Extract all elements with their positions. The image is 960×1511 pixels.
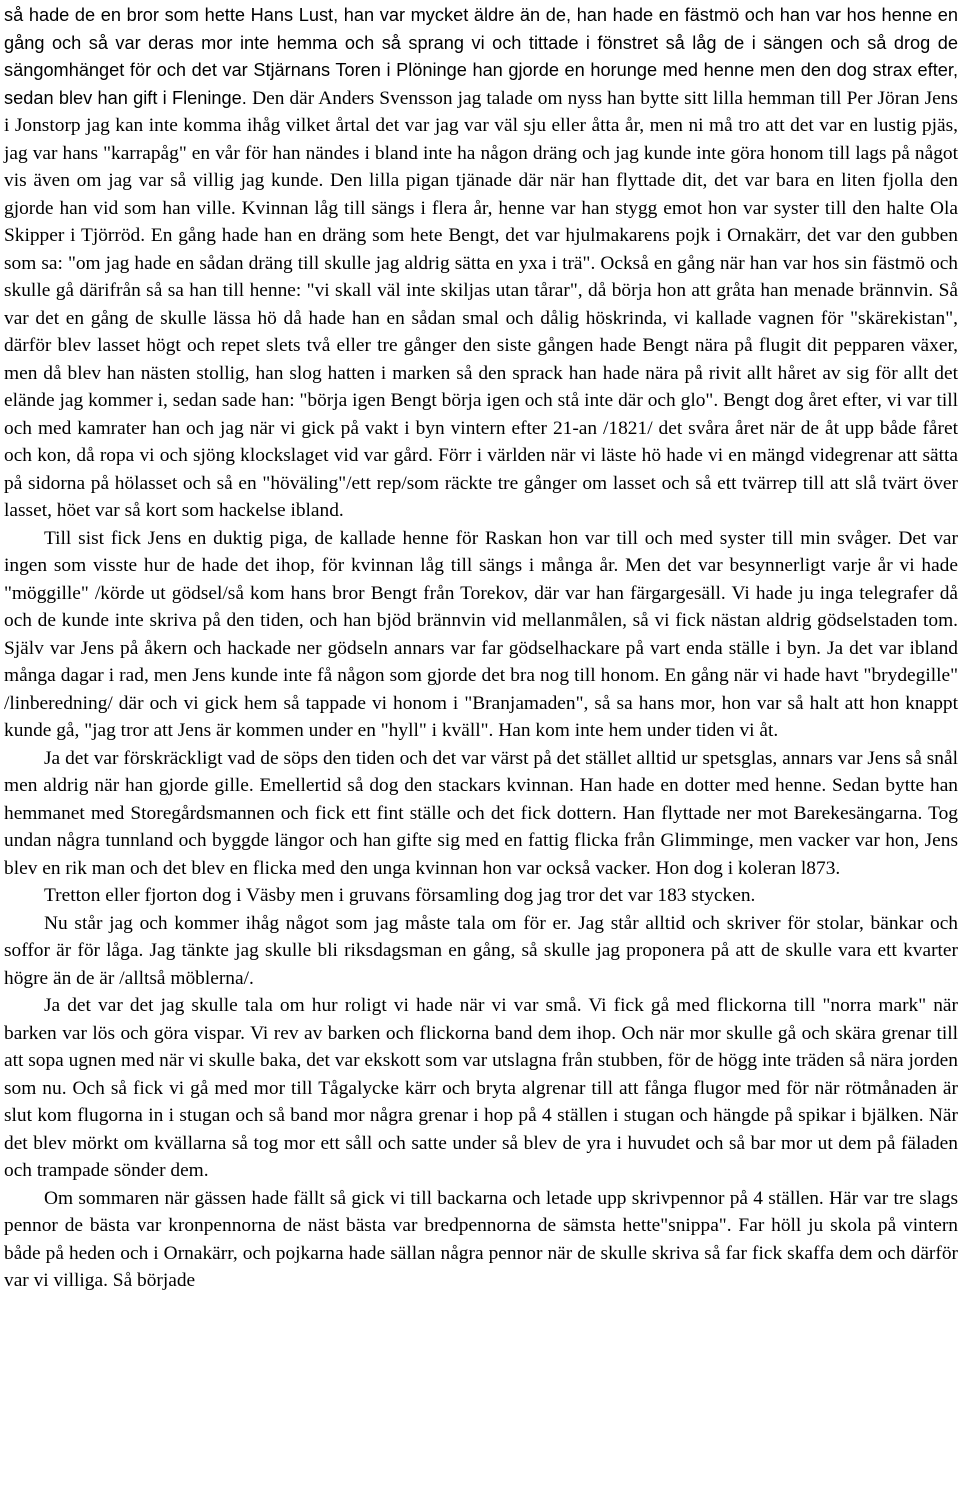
paragraph-1	[4, 2, 958, 525]
paragraph-5-run-1: Nu står jag och kommer ihåg något som jag måste tala om för er. Jag står alltid och skriver för stolar, bänkar och soffor är för låga. Jag tänkte jag skulle bli riksdagsman en gång, så skulle jag proponera på att de skulle vara ett kvarter högre än de är /alltså möblerna/.	[4, 912, 958, 989]
paragraph-6	[4, 992, 958, 1185]
paragraph-6-run-1: Ja det var det jag skulle tala om hur roligt vi hade när vi var små. Vi fick gå med flickorna till "norra mark" när barken var lös och göra vispar. Vi rev av barken och flickorna band dem ihop. Och när mor skulle gå och skära grenar till att sopa ugnen med när vi skulle baka, det var ekskott som var utslagna från stubben, för de högg inte träden så nära jorden som nu. Och så fick vi gå med mor till Tågalycke kärr och bryta algrenar till att fånga flugor med för när rötmånaden är slut kom flugorna in i stugan och så band mor några grenar i hop på 4 ställen i stugan och hängde på spikar i bjälken. När det blev mörkt om kvällarna så tog mor ett såll och satte under så blev de yra i huvudet och så bar mor ut dem på fäladen och trampade sönder dem.	[4, 995, 958, 1181]
paragraph-3	[4, 745, 958, 883]
paragraph-4-run-1: Tretton eller fjorton dog i Väsby men i gruvans församling dog jag tror det var 183 stycken.	[44, 885, 756, 906]
paragraph-1-run-1: så hade de en bror som hette Hans Lust, han var mycket äldre än de, han hade en fästmö och han var hos henne en gång och så var deras mor inte hemma och så sprang vi och tittade i fönstret så låg de i sängen och så drog de sängomhänget för och det var Stjärnans Toren i Plöninge han gjorde en horunge med henne men den dog strax efter, sedan blev han gift i Fleninge.	[4, 5, 958, 108]
paragraph-3-run-1: Ja det var förskräckligt vad de söps den tiden och det var värst på det stället alltid ur spetsglas, annars var Jens så snål men aldrig när han gjorde gille. Emellertid så dog den stackars kvinnan. Han hade en dotter med henne. Sedan bytte han hemmanet med Storegårdsmannen och fick ett fint ställe och det fick dottern. Han flyttade ner mot Barekesängarna. Tog undan några tunnland och byggde längor och han gifte sig med en fattig flicka från Glimminge, men vacker var hon, Jens blev en rik man och det blev en flicka med den unga kvinnan hon var också vacker. Hon dog i koleran l873.	[4, 747, 958, 879]
paragraph-7-run-1: Om sommaren när gässen hade fällt så gick vi till backarna och letade upp skrivpennor på 4 ställen. Här var tre slags pennor de bästa var kronpennorna de näst bästa var bredpennorna de sämsta hette"snippa". Far höll ju skola på vintern både på heden och i Ornakärr, och pojkarna hade sällan några pennor när de skulle skriva så far fick skaffa dem och därför var vi villiga. Så började	[4, 1187, 958, 1291]
paragraph-5	[4, 910, 958, 993]
paragraph-1-run-2: Den där Anders Svensson jag talade om nyss han bytte sitt lilla hemman till Per Jöran Jens i Jonstorp jag kan inte komma ihåg vilket årtal det var jag var väl sju eller åtta år, men ni må tro att det var en lustig pjäs, jag var hans "karrapåg" en vår för han nändes i bland inte ha någon dräng och jag kunde inte göra honom till lags på något vis även om jag var så villig jag kunde. Den lilla pigan tjänade där när han flyttade dit, det var bara en liten fjolla den gjorde han vid som han ville. Kvinnan låg till sängs i flera år, henne var han stygg emot hon var syster till den halte Ola Skipper i Tjörröd. En gång hade han en dräng som hete Bengt, det var hjulmakarens pojk i Ornakärr, det var den gubben som sa: "om jag hade en sådan dräng till skulle jag aldrig sätta en yxa i trä". Också en gång när han var hos sin fästmö och skulle gå därifrån så sa han till henne: "vi skall väl inte skiljas utan tårar", då börja hon att gråta han menade brännvin. Så var det en gång de skulle lässa hö då hade han en sådan smal och dålig höskrinda, vi kallade vagnen för "skärekistan", därför blev lasset högt och repet slets två eller tre gånger den siste gången hade Bengt nära på flugit dit pepparen växer, men då blev han nästen stollig, han slog hatten i marken så den sprack han hade nära på rivit allt håret av sig för allt det elände jag kommer i, sedan sade han: "börja igen Bengt börja igen och stå inte där och glo". Bengt dog året efter, vi var till och med kamrater han och jag när vi gick på vakt i byn vintern efter 21-an /1821/ det svåra året när de åt upp både fåret och kon, då ropa vi och sjöng klockslaget vid var gård. Förr i världen när vi läste hö hade vi en mängd videgrenar att sätta på sidorna på hölasset och så en "höväling"/ett rep/som räckte tre gånger om lasset och så ett tvärrep till att slå tvärt över lasset, höet var så kort som hackelse ibland.	[4, 87, 958, 521]
paragraph-2	[4, 525, 958, 745]
paragraph-4	[4, 882, 958, 910]
paragraph-2-run-1: Till sist fick Jens en duktig piga, de kallade henne för Raskan hon var till och med syster till min svåger. Det var ingen som visste hur de hade det ihop, för kvinnan låg till sängs i många år. Men det var besynnerligt varje år vi hade "möggille" /körde ut gödsel/så kom hans bror Bengt från Torekov, där var han färgargesäll. Vi hade ju inga telegrafer då och de kunde inte skriva på den tiden, och han bjöd brännvin vid mellanmålen, så vi fick nästan aldrig gödselstaden tom. Själv var Jens på åkern och hackade ner gödseln annars var far gödselhackare på vart enda ställe i byn. Ja det var ibland många dagar i rad, men Jens kunde inte få någon som gjorde det bra nog till honom. En gång när vi hade havt "brydegille" /linberedning/ där och vi gick hem så tappade vi honom i "Branjamaden", så sa hans mor, hon var så halt att hon knappt kunde gå, "jag tror att Jens är kommen under en "hyll" i kväll". Han kom inte hem under tiden vi åt.	[4, 527, 958, 741]
paragraph-7	[4, 1185, 958, 1295]
